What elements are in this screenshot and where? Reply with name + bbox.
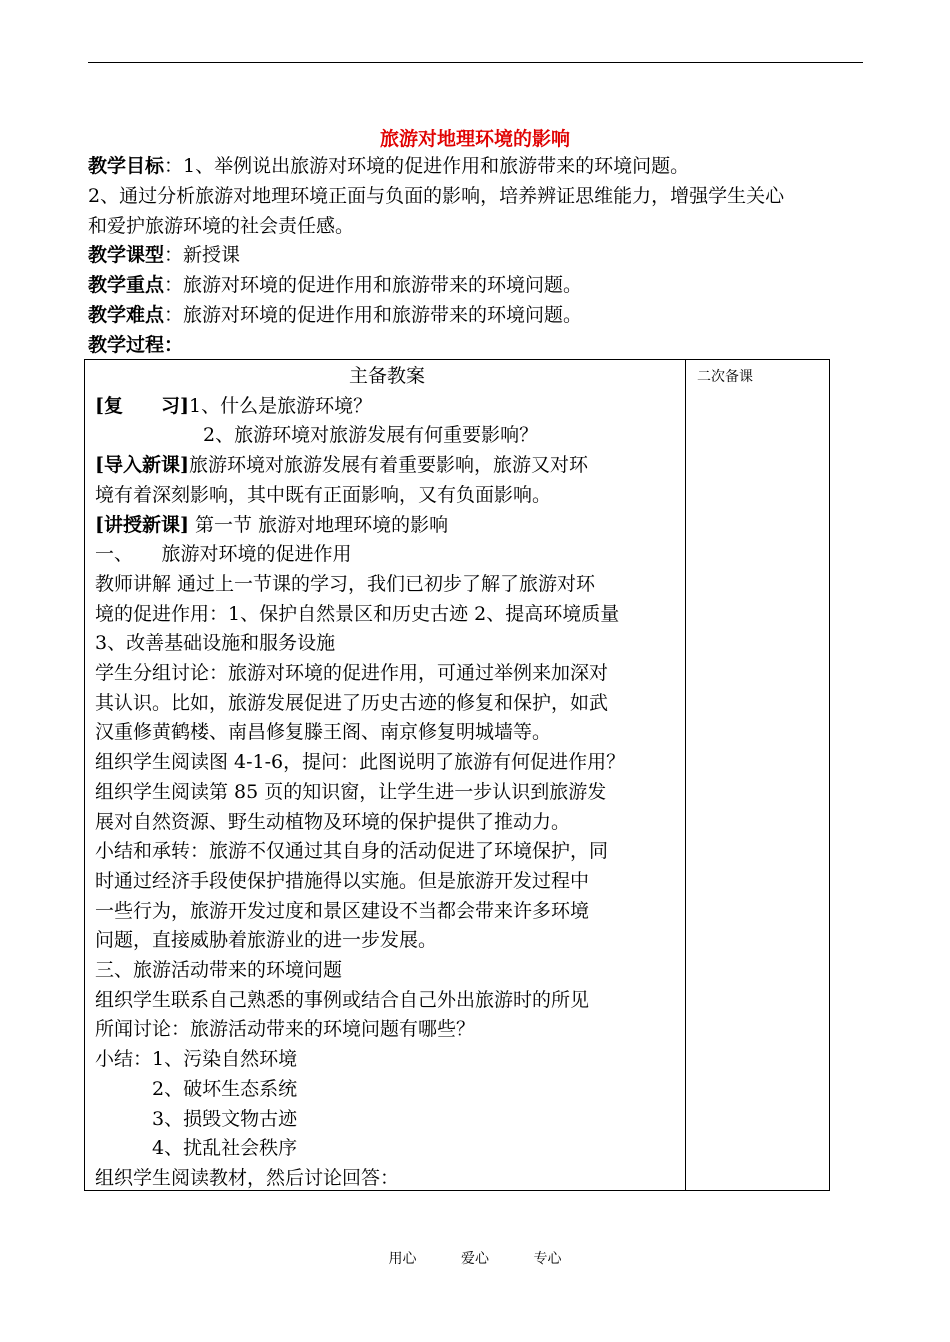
column-divider [685,360,686,1190]
intro-line-1 [95,451,679,481]
review-line-1 [95,392,679,422]
type-value: ：新授课 [164,244,241,267]
body-line: 问题，直接威胁着旅游业的进一步发展。 [95,929,438,952]
process-label: 教学过程： [88,333,184,356]
lecture-tag: [讲授新课] [95,513,189,536]
body-line: 组织学生阅读第 85 页的知识窗，让学生进一步认识到旅游发 [95,780,607,803]
footer-word: 爱心 [461,1251,489,1267]
key-line [88,271,868,301]
body-line: 学生分组讨论：旅游对环境的促进作用，可通过举例来加深对 [95,662,609,685]
lesson-plan-table [84,359,830,1191]
footer-word: 用心 [388,1251,417,1267]
body-line: 组织学生阅读教材，然后讨论回答： [95,1166,400,1189]
key-label: 教学重点 [88,274,165,297]
intro-line-2: 境有着深刻影响，其中既有正面影响，又有负面影响。 [95,483,552,506]
body-line: 小结和承转：旅游不仅通过其自身的活动促进了环境保护，同 [95,840,609,863]
lecture-title: 第一节 旅游对地理环境的影响 [195,513,449,536]
intro-tag: [导入新课] [95,454,189,477]
main-header: 主备教案 [348,365,425,387]
side-header: 二次备课 [697,369,753,385]
body-line: 3、改善基础设施和服务设施 [95,632,336,655]
page-title: 旅游对地理环境的影响 [379,128,570,150]
body-line: 展对自然资源、野生动植物及环境的保护提供了推动力。 [95,810,571,833]
body-line: 3、损毁文物古迹 [95,1107,298,1130]
page-footer [0,1248,950,1268]
body-line: 组织学生阅读图 4-1-6，提问：此图说明了旅游有何促进作用？ [95,751,626,774]
header-rule [88,62,863,63]
review-q2: 2、旅游环境对旅游发展有何重要影响？ [203,424,539,447]
review-q1: 1、什么是旅游环境？ [188,394,373,417]
key-value: ：旅游对环境的促进作用和旅游带来的环境问题。 [164,274,583,297]
review-tag: [复 习] [95,394,189,417]
goal-line-3: 和爱护旅游环境的社会责任感。 [88,214,355,237]
intro-text-1: 旅游环境对旅游发展有着重要影响，旅游又对环 [188,454,588,477]
diff-line [88,301,868,331]
goal-line-2: 2、通过分析旅游对地理环境正面与负面的影响，培养辨证思维能力，增强学生关心 [88,184,785,207]
body-line: 2、破坏生态系统 [95,1077,298,1100]
body-line: 其认识。比如，旅游发展促进了历史古迹的修复和保护，如武 [95,691,609,714]
lesson-meta [88,152,868,361]
footer-word: 专心 [533,1251,562,1267]
body-line: 组织学生联系自己熟悉的事例或结合自己外出旅游时的所见 [95,988,590,1011]
goal-1: ：1、举例说出旅游对环境的促进作用和旅游带来的环境问题。 [164,155,690,177]
diff-value: ：旅游对环境的促进作用和旅游带来的环境问题。 [164,303,583,326]
body-line: 一、 旅游对环境的促进作用 [95,543,352,566]
body-line: 所闻讨论：旅游活动带来的环境问题有哪些？ [95,1018,476,1041]
body-line: 4、扰乱社会秩序 [95,1137,298,1160]
body-line: 小结：1、污染自然环境 [95,1048,298,1071]
goal-line-1 [88,152,868,182]
second-prep-column [697,366,753,386]
body-line: 三、旅游活动带来的环境问题 [95,959,343,982]
body-line: 教师讲解 通过上一节课的学习，我们已初步了解了旅游对环 [95,572,596,595]
diff-label: 教学难点 [88,303,165,326]
lecture-line [95,511,679,541]
body-line: 时通过经济手段使保护措施得以实施。但是旅游开发过程中 [95,869,590,892]
body-line: 境的促进作用：1、保护自然景区和历史古迹 2、提高环境质量 [95,602,620,625]
body-line: 汉重修黄鹤楼、南昌修复滕王阁、南京修复明城墙等。 [95,721,552,744]
body-line: 一些行为，旅游开发过度和景区建设不当都会带来许多环境 [95,899,590,922]
main-plan-column [95,362,679,1194]
type-line [88,241,868,271]
goal-label: 教学目标 [88,155,165,177]
type-label: 教学课型 [88,244,165,267]
